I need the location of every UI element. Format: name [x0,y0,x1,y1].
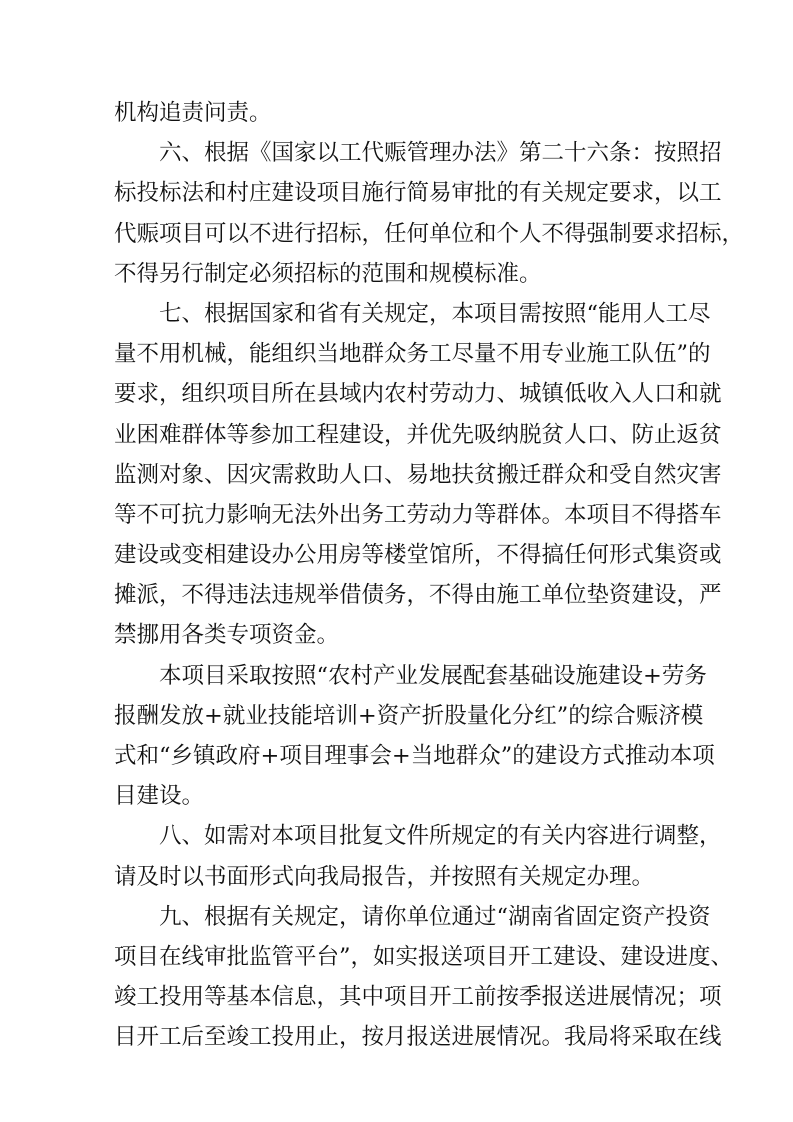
text-line: 监测对象、因灾需救助人口、易地扶贫搬迁群众和受自然灾害 [114,461,722,488]
text-line: 不得另行制定必须招标的范围和规模标准。 [114,260,542,287]
text-line: 竣工投用等基本信息，其中项目开工前按季报送进展情况；项 [114,984,722,1011]
text-line: 本项目采取按照“农村产业发展配套基础设施建设+劳务 [159,662,707,689]
text-line: 目开工后至竣工投用止，按月报送进展情况。我局将采取在线 [114,1024,722,1051]
text-line: 机构追责问责。 [114,100,272,126]
text-line: 禁挪用各类专项资金。 [114,622,340,649]
text-line: 目建设。 [114,783,205,810]
text-line: 七、根据国家和省有关规定，本项目需按照“能用人工尽 [159,300,711,327]
text-line: 建设或变相建设办公用房等楼堂馆所，不得搞任何形式集资或 [114,542,722,569]
text-line: 八、如需对本项目批复文件所规定的有关内容进行调整， [159,823,722,850]
text-line: 业困难群体等参加工程建设，并优先吸纳脱贫人口、防止返贫 [114,421,722,448]
text-line: 要求，组织项目所在县域内农村劳动力、城镇低收入人口和就 [114,381,722,408]
document-body [114,93,745,1058]
text-line: 代赈项目可以不进行招标，任何单位和个人不得强制要求招标， [114,220,745,247]
text-line: 请及时以书面形式向我局报告，并按照有关规定办理。 [114,863,655,890]
text-line: 量不用机械，能组织当地群众务工尽量不用专业施工队伍”的 [114,341,711,368]
text-line: 九、根据有关规定，请你单位通过“湖南省固定资产投资 [159,903,711,930]
text-line: 摊派，不得违法违规举借债务，不得由施工单位垫资建设，严 [114,582,722,609]
text-line: 六、根据《国家以工代赈管理办法》第二十六条：按照招 [159,140,722,167]
text-line: 报酬发放+就业技能培训+资产折股量化分红”的综合赈济模 [114,702,704,729]
text-line: 标投标法和村庄建设项目施行简易审批的有关规定要求，以工 [114,180,722,207]
text-line: 项目在线审批监管平台”，如实报送项目开工建设、建设进度、 [114,943,734,970]
text-line: 等不可抗力影响无法外出务工劳动力等群体。本项目不得搭车 [114,501,722,528]
text-line: 式和“乡镇政府+项目理事会+当地群众”的建设方式推动本项 [114,743,715,769]
